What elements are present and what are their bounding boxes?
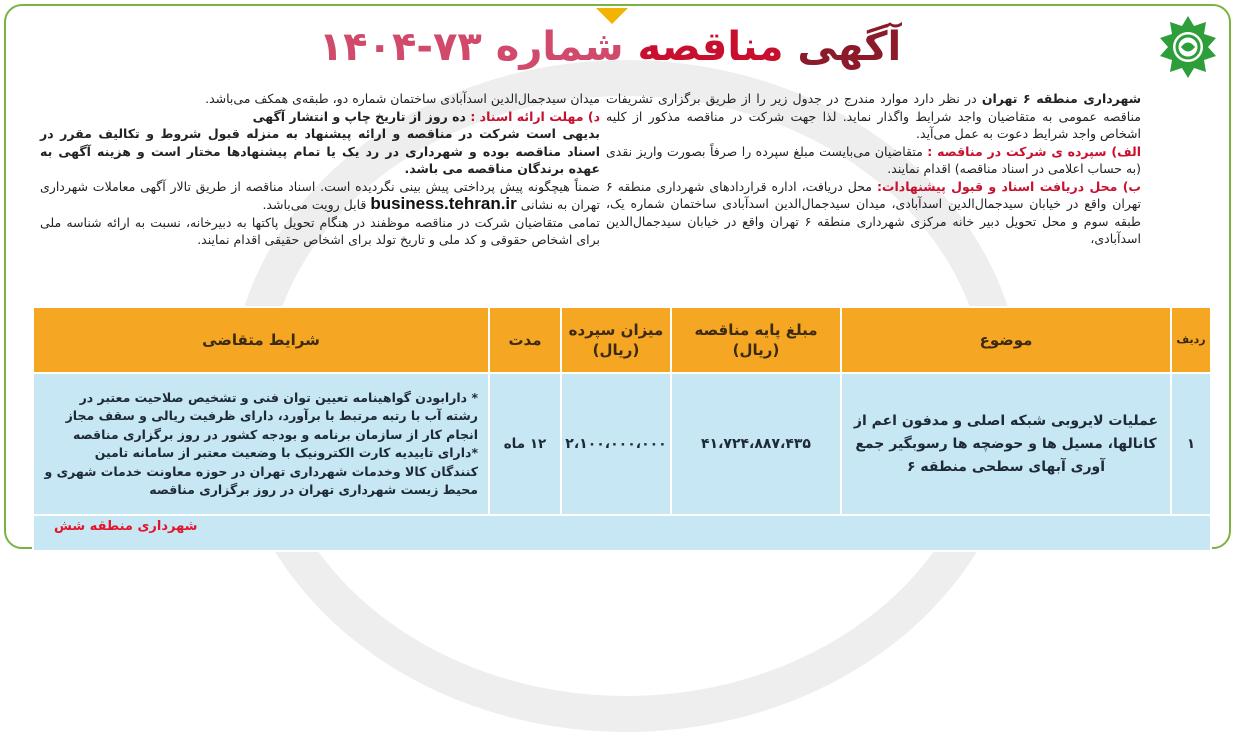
title-part-number: شماره ۷۳-۱۴۰۴: [318, 24, 624, 70]
header-base-price: مبلغ پایه مناقصه (ریال): [671, 307, 841, 373]
title-part-monaghese: مناقصه: [637, 24, 784, 70]
header-row-number: ردیف: [1171, 307, 1211, 373]
cell-base-price: ۴۱،۷۲۴،۸۸۷،۴۳۵: [671, 373, 841, 515]
cell-deposit: ۲،۱۰۰،۰۰۰،۰۰۰: [561, 373, 671, 515]
header-duration: مدت: [489, 307, 561, 373]
docs-paragraph: [40, 178, 600, 214]
docs-text-a: ضمناً هیچگونه پیش پرداختی پیش بینی نگردیده است. اسناد مناقصه از طریق تالار آگهی معاملات شهرداری تهران به نشانی: [40, 178, 600, 212]
table-footer-row: [33, 515, 1211, 551]
left-column: [40, 90, 600, 249]
right-column: [606, 90, 1141, 248]
dal-label: د) مهلت ارائه اسناد :: [470, 108, 600, 124]
docs-url-link[interactable]: business.tehran.ir: [370, 194, 517, 213]
left-cont: میدان سیدجمال‌الدین اسدآبادی ساختمان شماره دو، طبقه‌ی همکف می‌باشد.: [205, 91, 600, 106]
tender-table: [32, 306, 1212, 552]
table-row: [33, 373, 1211, 515]
id-paragraph: تمامی متقاضیان شرکت در مناقصه موظفند در هنگام تحویل پاکتها به دبیرخانه، نسبت به ارائه شناسه ملی برای اشخاص حقوقی و کد ملی و تاریخ تولد برای اشخاص حقیقی اقدام نمایند.: [40, 214, 600, 247]
cell-subject: عملیات لایروبی شبکه اصلی و مدفون اعم از کانالها، مسیل ها و حوضچه ها رسوبگیر جمع آوری آبهای سطحی منطقه ۶: [841, 373, 1171, 515]
cell-row-number: ۱: [1171, 373, 1211, 515]
docs-text-b: قابل رویت می‌باشد.: [262, 197, 371, 212]
header-conditions: شرایط متقاضی: [33, 307, 489, 373]
be-label: ب) محل دریافت اسناد و قبول پیشنهادات:: [876, 178, 1141, 194]
dal-text: ده روز از تاریخ چاپ و انتشار آگهی: [252, 108, 471, 124]
tehran-municipality-logo-icon: [1155, 14, 1221, 80]
alef-label: الف) سپرده ی شرکت در مناقصه :: [927, 143, 1141, 159]
condition-1: * دارابودن گواهینامه تعیین توان فنی و تشخیص صلاحیت معتبر در رشته آب با رتبه مرتبط با برآورد، دارای ظرفیت ریالی و سقف مجاز انجام کار از سازمان برنامه و بودجه کشور در روز برگزاری مناقصه: [65, 389, 478, 442]
cell-duration: ۱۲ ماه: [489, 373, 561, 515]
table-header-row: [33, 307, 1211, 373]
ad-title: [300, 22, 920, 72]
dal-paragraph: [40, 108, 600, 126]
alef-text: متقاضیان می‌بایست مبلغ سپرده را صرفاً بصورت واریز نقدی (به حساب اعلامی در اسناد مناقصه) اقدام نمایند.: [606, 143, 1141, 176]
be-text: محل دریافت، اداره قراردادهای شهرداری منطقه ۶ تهران واقع در خیابان سیدجمال‌الدین اسدآبادی، میدان سیدجمال‌الدین اسدآبادی ساختمان شماره یک، طبقه سوم و محل تحویل دبیر خانه مرکزی شهرداری منطقه ۶ تهران واقع در خیابان سیدجمال‌الدین اسدآبادی،: [606, 178, 1141, 246]
cell-conditions: [33, 373, 489, 515]
header-subject: موضوع: [841, 307, 1171, 373]
header-deposit: میزان سپرده (ریال): [561, 307, 671, 373]
footer-cell: [33, 515, 1211, 551]
footer-signature: شهرداری منطقه شش: [54, 519, 198, 534]
terms-paragraph: بدیهی است شرکت در مناقصه و ارائه پیشنهاد به منزله قبول شروط و تکالیف مقرر در اسناد مناقصه بوده و شهرداری در رد یک یا تمام پیشنهادها مختار است و هزینه آگهی به عهده برندگان مناقصه می باشد.: [40, 126, 600, 176]
intro-text: در نظر دارد موارد مندرج در جدول زیر را از طریق برگزاری تشریفات مناقصه عمومی به متقاضیان واجد شرایط واگذار نماید. لذا جهت شرکت در مناقصه مذکور از کلیه اشخاص واجد شرایط دعوت به عمل می‌آید.: [606, 91, 1141, 141]
intro-paragraph: [606, 90, 1141, 143]
intro-org: شهرداری منطقه ۶ تهران: [981, 91, 1141, 106]
be-paragraph: [606, 178, 1141, 248]
alef-paragraph: [606, 143, 1141, 178]
title-part-agahi: آگهی: [797, 24, 902, 70]
condition-2: *دارای تاییدیه کارت الکترونیک با وضعیت معتبر از سامانه تامین کنندگان کالا وخدمات شهرداری تهران در حوزه معاونت خدمات شهری و محیط زیست شهرداری تهران در روز برگزاری مناقصه: [44, 445, 478, 497]
